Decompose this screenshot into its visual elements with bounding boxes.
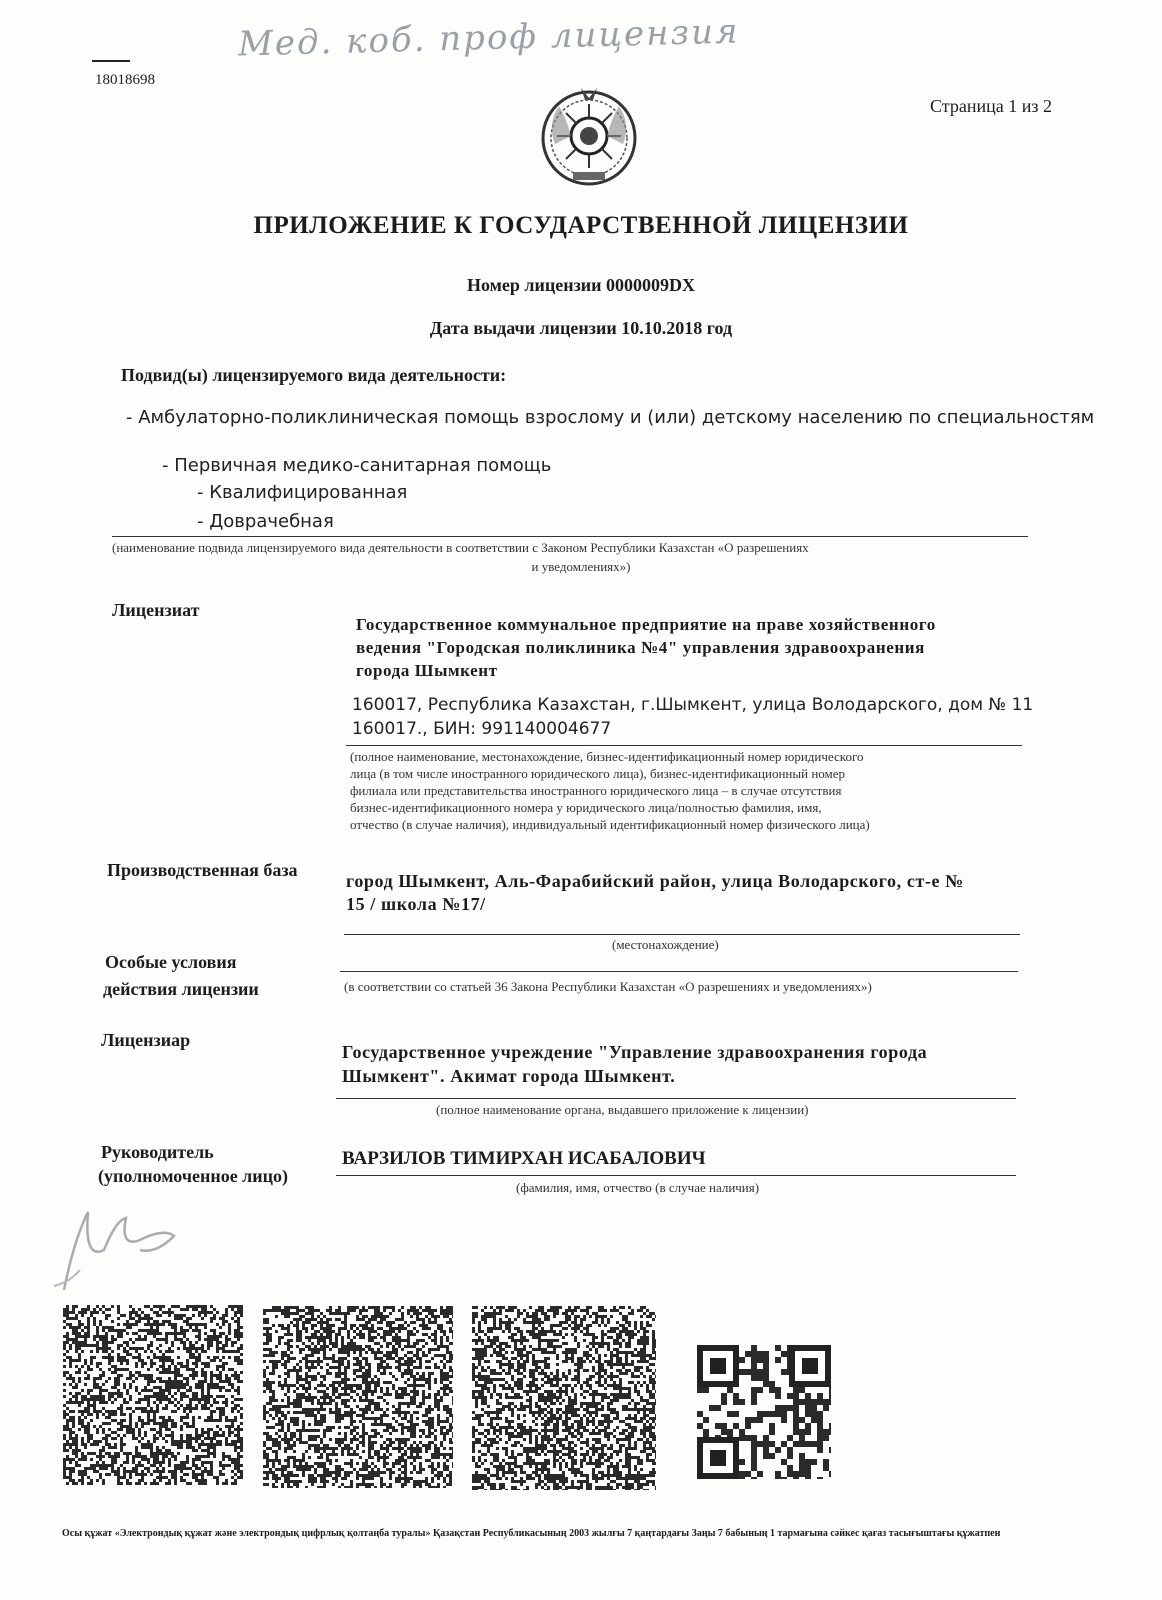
licensee-address: 160017, Республика Казахстан, г.Шымкент, улица Володарского, дом № 11: [352, 695, 1034, 715]
licensee-caption: (полное наименование, местонахождение, бизнес-идентификационный номер юридического: [350, 749, 864, 764]
special-conditions-caption: (в соответствии со статьей 36 Закона Республики Казахстан «О разрешениях и уведомлениях»): [344, 979, 872, 994]
production-base-address: город Шымкент, Аль-Фарабийский район, улица Володарского, ст-е №: [346, 871, 964, 891]
head-name: ВАРЗИЛОВ ТИМИРХАН ИСАБАЛОВИЧ: [342, 1148, 706, 1169]
subtypes-caption: и уведомлениях»): [531, 559, 631, 574]
licensee-address: 160017., БИН: 991140004677: [352, 719, 612, 739]
subtype-item: - Первичная медико-санитарная помощь: [162, 455, 552, 476]
document-title: ПРИЛОЖЕНИЕ К ГОСУДАРСТВЕННОЙ ЛИЦЕНЗИИ: [253, 212, 909, 239]
production-base-address: 15 / школа №17/: [346, 894, 486, 914]
subtype-item: - Амбулаторно-поликлиническая помощь взрослому и (или) детскому населению по специальностям: [126, 407, 1095, 428]
datamatrix-code-icon: [472, 1306, 656, 1490]
head-caption: (фамилия, имя, отчество (в случае наличия): [516, 1180, 760, 1195]
production-base-label: Производственная база: [107, 860, 298, 880]
state-emblem-icon: [537, 84, 641, 188]
footer-text: Осы құжат «Электрондық құжат және электрондық цифрлық қолтаңба туралы» Қазақстан Республикасының 2003 жылғы 7 қаңтардағы Заңы 7 бабының 1 тармағына сәйкес қағаз тасығыштағы құжатпен: [62, 1528, 1001, 1539]
special-conditions-label: действия лицензии: [103, 979, 259, 999]
production-base-caption: (местонахождение): [612, 937, 719, 952]
licensee-name: Государственное коммунальное предприятие на праве хозяйственного: [356, 615, 936, 634]
head-label: (уполномоченное лицо): [98, 1166, 289, 1186]
licensor-label: Лицензиар: [101, 1030, 191, 1050]
licensor-caption: (полное наименование органа, выдавшего приложение к лицензии): [436, 1102, 809, 1117]
handwritten-note: Мед. коб. проф лицензия: [237, 11, 740, 65]
signature-icon: [44, 1200, 194, 1300]
divider: [336, 1175, 1016, 1176]
license-issue-date: Дата выдачи лицензии 10.10.2018 год: [429, 318, 733, 338]
licensee-caption: филиала или представительства иностранного юридического лица – в случае отсутствия: [350, 783, 842, 798]
licensor-name: Шымкент". Акимат города Шымкент.: [342, 1066, 676, 1086]
subtype-item: - Квалифицированная: [197, 482, 408, 503]
divider: [344, 934, 1020, 935]
divider: [346, 745, 1022, 746]
licensee-caption: лица (в том числе иностранного юридического лица), бизнес-идентификационный номер: [350, 766, 846, 781]
datamatrix-code-icon: [263, 1306, 453, 1488]
licensee-caption: бизнес-идентификационного номера у юридического лица/полностью фамилия, имя,: [350, 800, 822, 815]
datamatrix-code-icon: [63, 1305, 243, 1485]
special-conditions-label: Особые условия: [105, 952, 237, 972]
subtypes-caption: (наименование подвида лицензируемого вида деятельности в соответствии с Законом Республики Казахстан «О разрешениях: [112, 540, 809, 555]
qr-code-icon: [697, 1345, 831, 1479]
licensee-name: ведения "Городская поликлиника №4" управления здравоохранения: [356, 638, 925, 657]
document-number: 18018698: [95, 72, 155, 88]
licensee-name: города Шымкент: [356, 661, 498, 680]
strike-line: [92, 60, 130, 62]
license-number: Номер лицензии 0000009DX: [466, 275, 696, 295]
head-label: Руководитель: [101, 1142, 214, 1162]
licensee-label: Лицензиат: [112, 600, 200, 620]
subtype-item: - Доврачебная: [197, 511, 334, 532]
licensee-caption: отчество (в случае наличия), индивидуальный идентификационный номер физического лица): [350, 817, 870, 832]
licensor-name: Государственное учреждение "Управление здравоохранения города: [342, 1042, 928, 1062]
page-indicator: Страница 1 из 2: [930, 96, 1052, 116]
subtypes-heading: Подвид(ы) лицензируемого вида деятельности:: [121, 365, 507, 385]
divider: [340, 971, 1018, 972]
divider: [336, 1098, 1016, 1099]
divider: [112, 536, 1028, 537]
